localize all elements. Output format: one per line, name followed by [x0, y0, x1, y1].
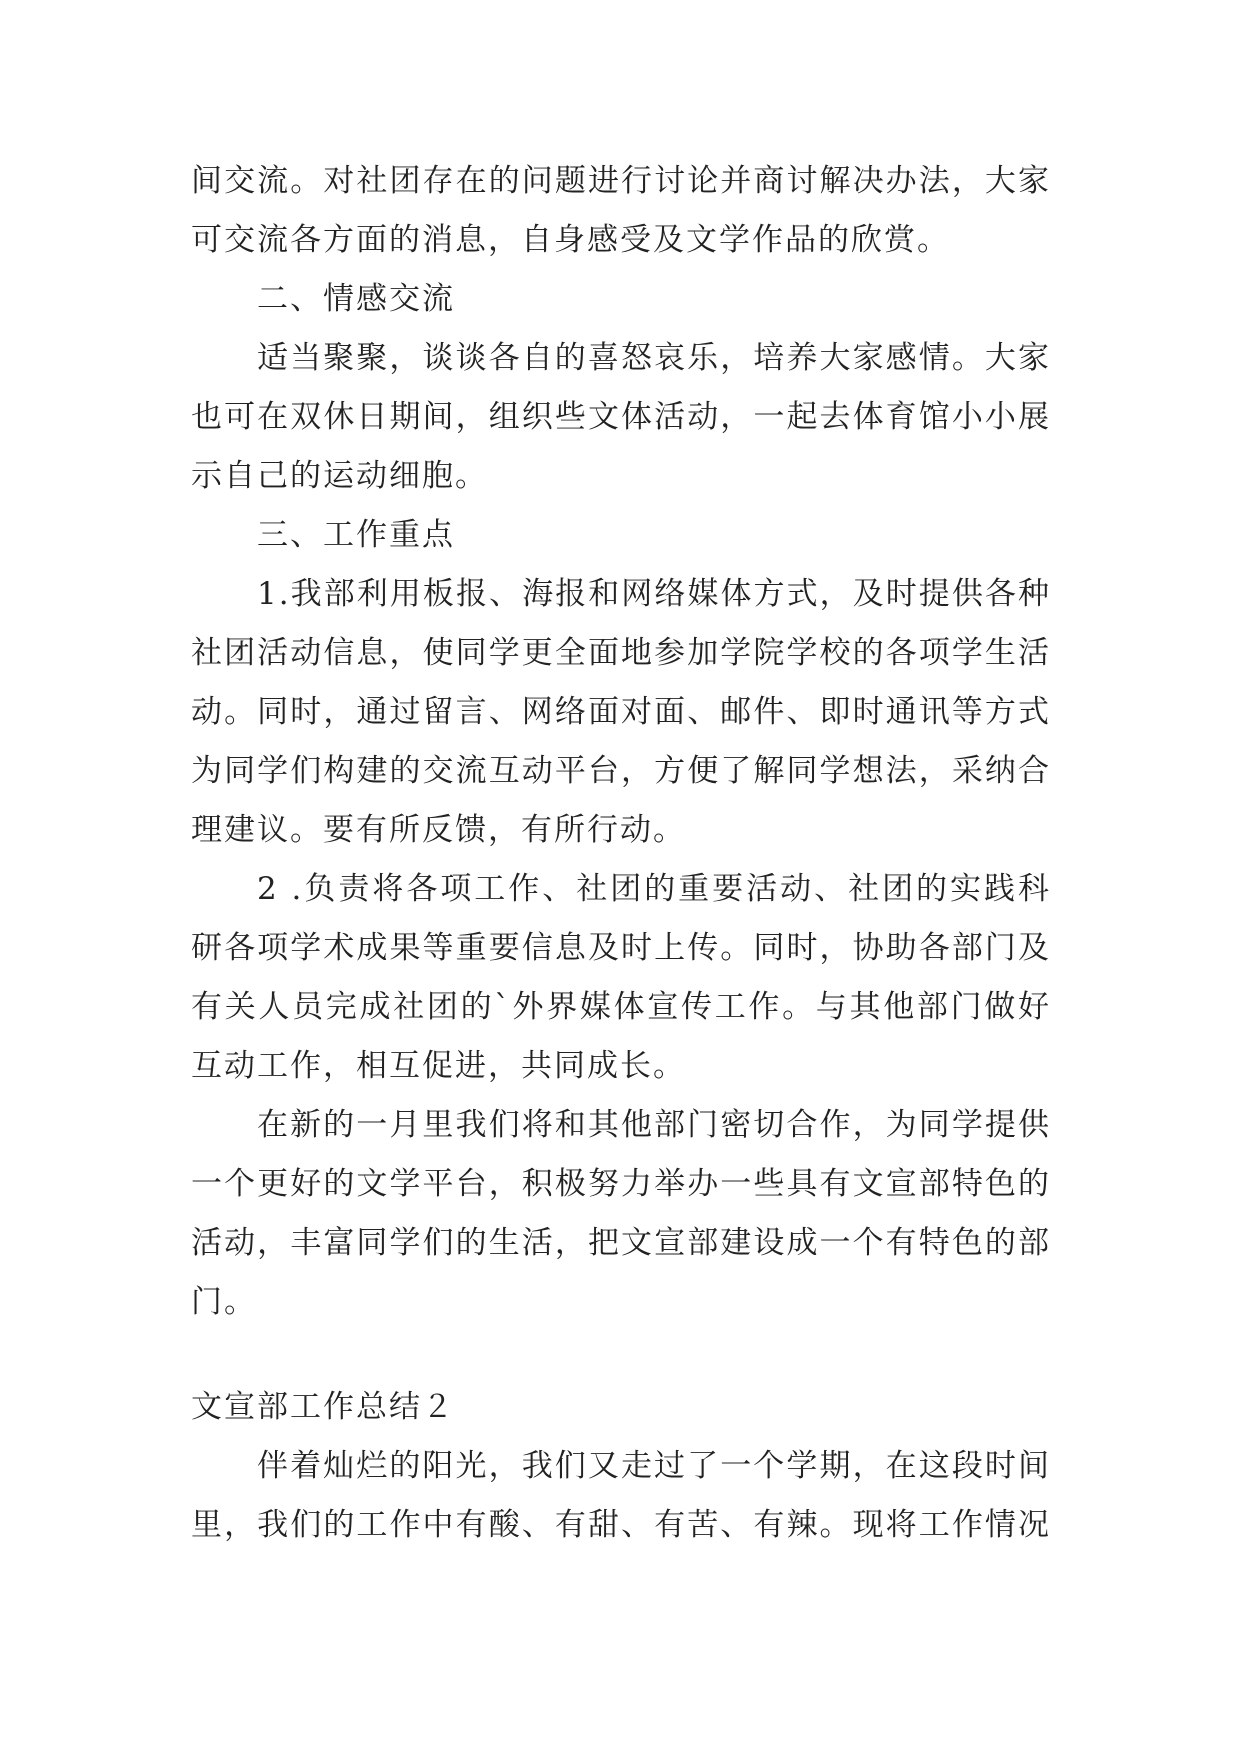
text-line: 门。: [191, 1284, 257, 1320]
body-text-section-1: [191, 152, 1051, 1332]
text-line: 示自己的运动细胞。: [191, 458, 488, 494]
text-line: 里，我们的工作中有酸、有甜、有苦、有辣。现将工作情况: [191, 1507, 1051, 1543]
text-line: 适当聚聚，谈谈各自的喜怒哀乐，培养大家感情。大家: [257, 340, 1051, 376]
section-heading-emotional-exchange: 二、情感交流: [257, 281, 455, 317]
text-line: 活动，丰富同学们的生活，把文宣部建设成一个有特色的部: [191, 1225, 1051, 1261]
text-line: 2 .负责将各项工作、社团的重要活动、社团的实践科: [257, 871, 1051, 907]
text-line: 互动工作，相互促进，共同成长。: [191, 1048, 686, 1084]
text-line: 伴着灿烂的阳光，我们又走过了一个学期，在这段时间: [257, 1448, 1051, 1484]
section-heading-work-focus: 三、工作重点: [257, 517, 455, 553]
text-line: 有关人员完成社团的`外界媒体宣传工作。与其他部门做好: [191, 989, 1051, 1025]
text-line: 可交流各方面的消息，自身感受及文学作品的欣赏。: [191, 222, 950, 258]
text-line: 间交流。对社团存在的问题进行讨论并商讨解决办法，大家: [191, 163, 1051, 199]
text-line: 也可在双休日期间，组织些文体活动，一起去体育馆小小展: [191, 399, 1051, 435]
summary-heading: 文宣部工作总结２: [191, 1389, 455, 1425]
text-line: 1.我部利用板报、海报和网络媒体方式，及时提供各种: [257, 576, 1051, 612]
text-line: 为同学们构建的交流互动平台，方便了解同学想法，采纳合: [191, 753, 1051, 789]
body-text-section-2: [191, 1378, 1051, 1555]
text-line: 社团活动信息，使同学更全面地参加学院学校的各项学生活: [191, 635, 1051, 671]
text-line: 在新的一月里我们将和其他部门密切合作，为同学提供: [257, 1107, 1051, 1143]
text-line: 研各项学术成果等重要信息及时上传。同时，协助各部门及: [191, 930, 1051, 966]
text-line: 一个更好的文学平台，积极努力举办一些具有文宣部特色的: [191, 1166, 1051, 1202]
text-line: 理建议。要有所反馈，有所行动。: [191, 812, 686, 848]
text-line: 动。同时，通过留言、网络面对面、邮件、即时通讯等方式: [191, 694, 1051, 730]
